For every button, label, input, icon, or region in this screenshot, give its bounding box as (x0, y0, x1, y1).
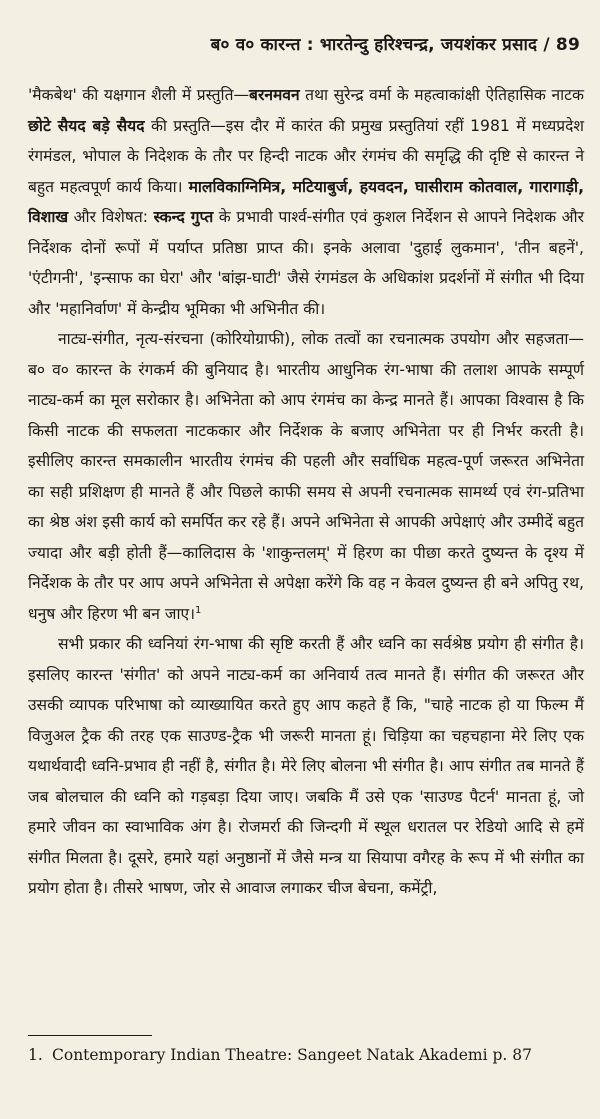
footnote-divider (28, 1035, 152, 1036)
paragraph-1 (28, 80, 584, 324)
paragraph-3 (28, 629, 584, 904)
p1-text-3: की प्रस्तुति—इस दौर में कारंत की प्रमुख प्रस्तुतियां रहीं 1981 में मध्यप्रदेश रंगमंडल, भोपाल के निदेशक के तौर पर हिन्दी नाटक और रंगमंच की समृद्धि की दृष्टि से कारन्त ने बहुत महत्वपूर्ण कार्य किया। (28, 116, 584, 196)
p1-text-4: और विशेषत: (68, 208, 154, 226)
p1-text-1: 'मैकबेथ' की यक्षगान शैली में प्रस्तुति— (28, 86, 250, 104)
paragraph-2 (28, 324, 584, 629)
footnote-reference: 1 (195, 604, 202, 616)
running-head: ब० व० कारन्त : भारतेन्दु हरिश्चन्द्र, जयशंकर प्रसाद / 89 (210, 35, 580, 55)
p3-text: सभी प्रकार की ध्वनियां रंग-भाषा की सृष्टि करती हैं और ध्वनि का सर्वश्रेष्ठ प्रयोग ही संगीत है। इसलिए कारन्त 'संगीत' को अपने नाट्य-कर्म का अनिवार्य तत्व मानते हैं। संगीत की जरूरत और उसकी व्यापक परिभाषा को व्याख्यायित करते हुए आप कहते हैं कि, "चाहे नाटक हो या फिल्म मैं विजुअल ट्रैक की तरह एक साउण्ड-ट्रैक भी जरूरी मानता हूं। चिड़िया का चहचहाना मेरे लिए एक यथार्थवादी ध्वनि-प्रभाव ही नहीं है, संगीत है। मेरे लिए बोलना भी संगीत है। आप संगीत तब मानते हैं जब बोलचाल की ध्वनि को गड़बड़ा दिया जाए। जबकि मैं उसे एक 'साउण्ड पैटर्न' मानता हूं, जो हमारे जीवन का स्वाभाविक अंग है। रोजमर्रा की जिन्दगी में स्थूल धरातल पर रेडियो आदि से हमें संगीत मिलता है। दूसरे, हमारे यहां अनुष्ठानों में जैसे मन्त्र या सियापा वगैरह के रूप में भी संगीत का प्रयोग होता है। तीसरे भाषण, जोर से आवाज लगाकर चीज बेचना, कमेंट्री, (28, 635, 584, 897)
play-title-skanda-gupta: स्कन्द गुप्त (153, 208, 214, 226)
play-title-baranamavana: बरनमवन (249, 86, 300, 104)
footnote-number: 1. (28, 1046, 43, 1064)
body-text (28, 80, 584, 904)
p1-text-2: तथा सुरेन्द्र वर्मा के महत्वाकांक्षी ऐतिहासिक नाटक (299, 86, 584, 104)
play-title-chhote-sayyad: छोटे सैयद बड़े सैयद (28, 116, 145, 135)
p2-text: नाट्य-संगीत, नृत्य-संरचना (कोरियोग्राफी), लोक तत्वों का रचनात्मक उपयोग और सहजता—ब० व० कारन्त के रंगकर्म की बुनियाद है। भारतीय आधुनिक रंग-भाषा की तलाश आपके सम्पूर्ण नाट्य-कर्म का मूल सरोकार है। अभिनेता को आप रंगमंच का केन्द्र मानते हैं। आपका विश्वास है कि किसी नाटक की सफलता नाटककार और निर्देशक के बजाए अभिनेता पर ही निर्भर करती है। इसीलिए कारन्त समकालीन भारतीय रंगमंच की पहली और सर्वाधिक महत्व-पूर्ण जरूरत अभिनेता का सही प्रशिक्षण ही मानते हैं और पिछले काफी समय से अपनी रचनात्मक सामर्थ्य एवं रंग-प्रतिभा का श्रेष्ठ अंश इसी कार्य को समर्पित कर रहे हैं। अपने अभिनेता से आपकी अपेक्षाएं और उम्मीदें बहुत ज्यादा और बड़ी होती हैं—कालिदास के 'शाकुन्तलम्' में हिरण का पीछा करते दुष्यन्त के दृश्य में निर्देशक के तौर पर आप अपने अभिनेता से अपेक्षा करेंगे कि वह न केवल दुष्यन्त ही बने अपितु रथ, धनुष और हिरण भी बन जाए। (28, 330, 584, 623)
play-titles-list: मालविकाग्निमित्र, मटियाबुर्ज, हयवदन, घासीराम कोतवाल, गारागाड़ी, विशाख (28, 177, 584, 226)
footnote-text: Contemporary Indian Theatre: Sangeet Natak Akademi p. 87 (52, 1046, 532, 1064)
footnote (28, 1044, 568, 1067)
p1-text-5: के प्रभावी पार्श्व-संगीत एवं कुशल निर्देशन से आपने निदेशक और निर्देशक दोनों रूपों में पर्याप्त प्रतिष्ठा प्राप्त की। इनके अलावा 'दुहाई लुकमान', 'तीन बहनें', 'एंटीगनी', 'इन्साफ का घेरा' और 'बांझ-घाटी' जैसे रंगमंडल के अधिकांश प्रदर्शनों में संगीत भी दिया और 'महानिर्वाण' में केन्द्रीय भूमिका भी अभिनीत की। (28, 208, 585, 318)
